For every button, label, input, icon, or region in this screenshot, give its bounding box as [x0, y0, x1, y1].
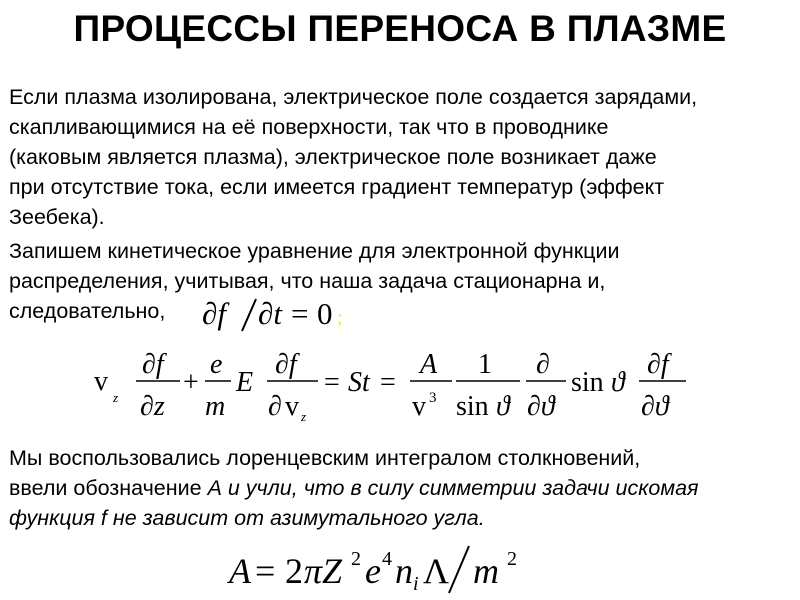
- svg-text:∂f: ∂f: [142, 349, 164, 380]
- svg-text:m: m: [473, 551, 499, 591]
- svg-text:=: =: [255, 551, 276, 591]
- intro-paragraph: [9, 82, 794, 232]
- svg-text:πZ: πZ: [304, 551, 343, 591]
- svg-text:∂f: ∂f: [275, 349, 297, 380]
- stationary-condition-formula: [196, 295, 356, 335]
- svg-text:∂z: ∂z: [140, 391, 165, 422]
- notation-paragraph: [9, 443, 794, 533]
- intro-line: Если плазма изолирована, электрическое поле создается зарядами,: [9, 85, 698, 109]
- svg-text:;: ;: [337, 307, 343, 329]
- svg-text:St: St: [348, 367, 370, 398]
- svg-text:v: v: [285, 391, 299, 422]
- kinetic-equation: [90, 340, 710, 430]
- svg-text:∂ϑ: ∂ϑ: [641, 391, 669, 422]
- svg-text:1: 1: [478, 349, 492, 380]
- svg-text:=: =: [324, 367, 340, 398]
- kinetic-line: распределения, учитывая, что наша задача стационарна и,: [9, 269, 606, 293]
- collision-constant-formula: [225, 540, 555, 595]
- svg-text:m: m: [205, 391, 226, 422]
- kinetic-line: Запишем кинетическое уравнение для электронной функции: [9, 239, 620, 263]
- kinetic-paragraph: [9, 236, 794, 326]
- svg-text:2: 2: [351, 548, 361, 570]
- svg-text:=: =: [380, 367, 396, 398]
- svg-text:∂f: ∂f: [202, 296, 226, 331]
- svg-text:i: i: [413, 573, 419, 595]
- intro-line: при отсутствие тока, если имеется градиент температур (эффект: [9, 175, 665, 199]
- svg-text:∂t: ∂t: [258, 296, 282, 331]
- svg-text:+: +: [183, 367, 199, 398]
- svg-text:ϑ: ϑ: [611, 367, 625, 398]
- svg-text:4: 4: [382, 548, 392, 570]
- svg-text:v: v: [412, 391, 426, 422]
- svg-text:2: 2: [507, 548, 517, 570]
- slide-title: ПРОЦЕССЫ ПЕРЕНОСА В ПЛАЗМЕ: [73, 8, 727, 49]
- svg-text:∂ϑ: ∂ϑ: [527, 391, 555, 422]
- svg-text:0: 0: [317, 296, 333, 331]
- svg-text:z: z: [113, 390, 119, 405]
- notation-line-italic: А и учли, что в силу симметрии задачи искомая: [207, 476, 699, 500]
- svg-text:e: e: [365, 551, 381, 591]
- svg-text:3: 3: [429, 390, 437, 406]
- notation-line: [9, 473, 794, 503]
- svg-text:n: n: [395, 551, 413, 591]
- svg-text:∂f: ∂f: [647, 349, 669, 380]
- intro-line: Зеебека).: [9, 205, 105, 229]
- svg-text:∂: ∂: [268, 391, 282, 422]
- svg-text:z: z: [301, 409, 307, 424]
- svg-text:2: 2: [285, 551, 303, 591]
- kinetic-line: следовательно,: [9, 299, 166, 323]
- svg-text:A: A: [229, 551, 251, 591]
- svg-text:ϑ: ϑ: [496, 391, 510, 422]
- svg-text:Λ: Λ: [423, 551, 450, 591]
- svg-text:E: E: [236, 367, 254, 398]
- svg-text:sin: sin: [571, 367, 604, 398]
- notation-line-plain: ввели обозначение: [9, 476, 208, 500]
- svg-text:v: v: [94, 366, 108, 397]
- svg-text:sin: sin: [456, 391, 489, 422]
- intro-line: скапливающимися на её поверхности, так что в проводнике: [9, 115, 609, 139]
- svg-text:=: =: [291, 296, 309, 331]
- intro-line: (каковым является плазма), электрическое поле возникает даже: [9, 145, 657, 169]
- svg-text:e: e: [210, 349, 223, 380]
- notation-line: Мы воспользовались лоренцевским интегралом столкновений,: [9, 446, 641, 470]
- notation-line: функция f не зависит от азимутального угла.: [9, 506, 485, 530]
- svg-text:∂: ∂: [536, 349, 550, 380]
- svg-text:A: A: [420, 349, 438, 380]
